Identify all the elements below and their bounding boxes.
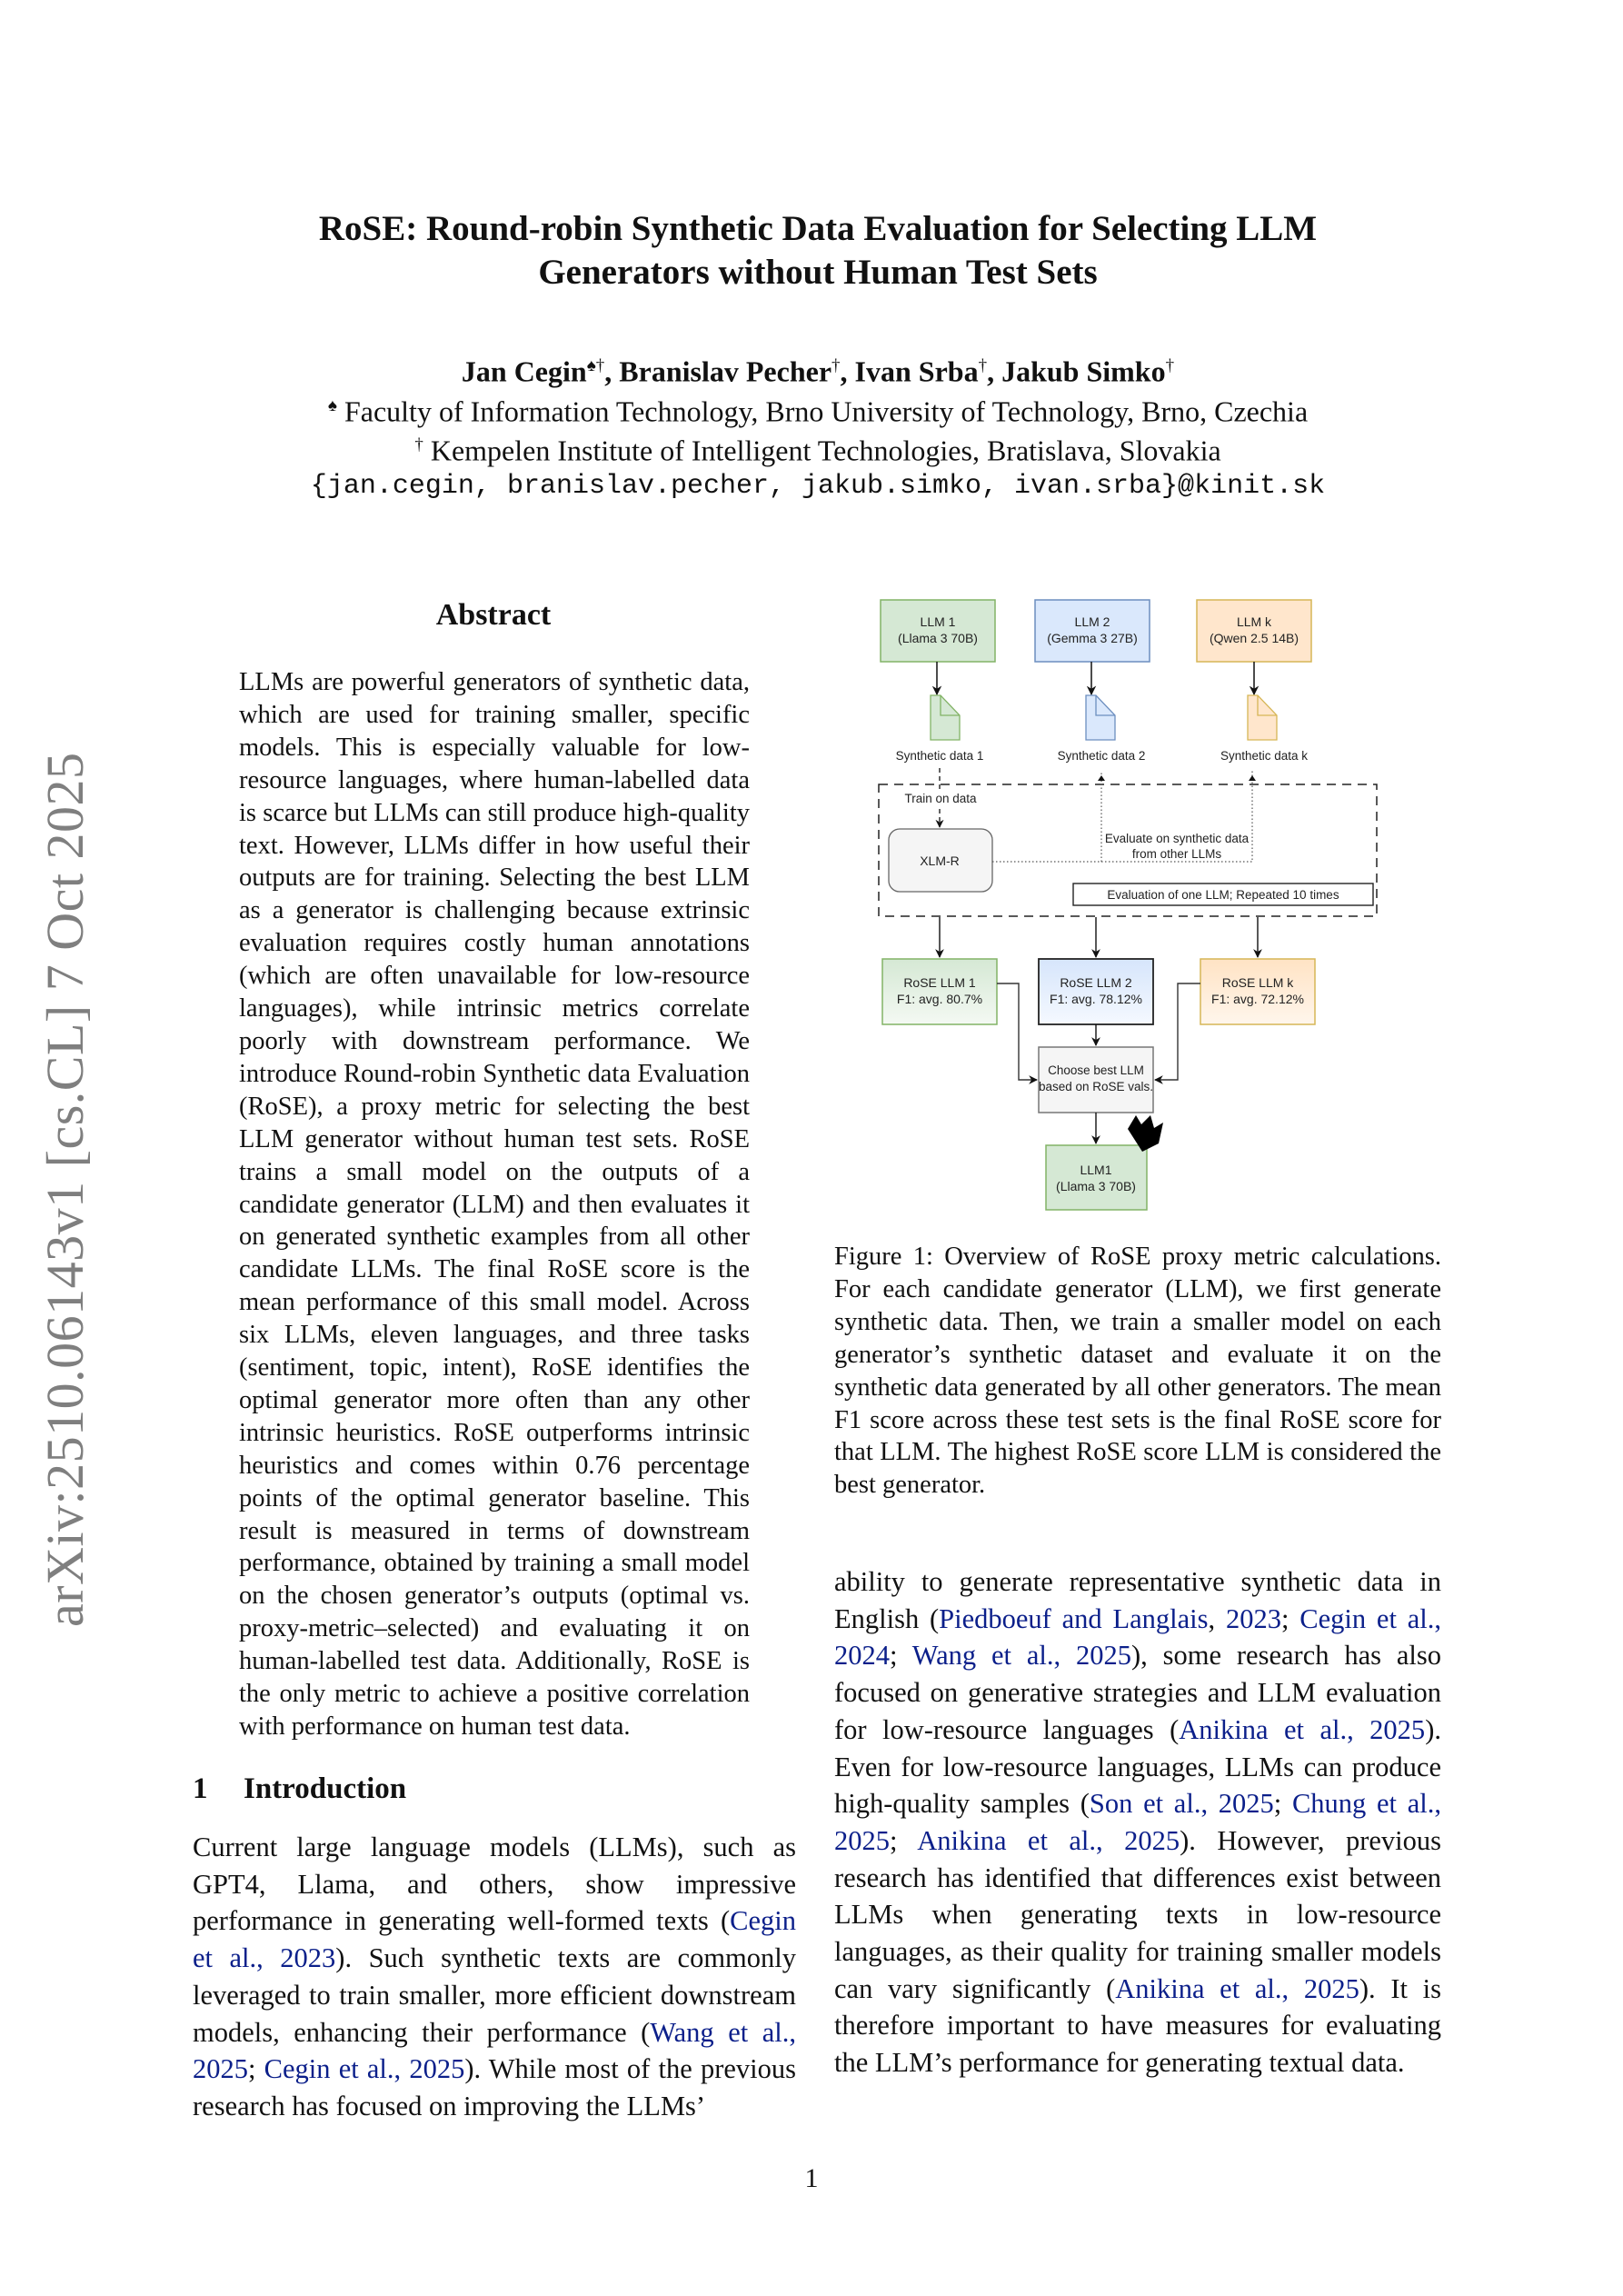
generator-node (881, 600, 995, 662)
selected-llm-name: LLM1 (1080, 1163, 1112, 1177)
affiliation-mark: † (414, 435, 423, 454)
author-list: Jan Cegin♠†, Branislav Pecher†, Ivan Srba†, Jakub Simko† (461, 354, 1175, 388)
synthetic-data-label: Synthetic data 2 (1057, 749, 1146, 763)
rose-result-score: F1: avg. 80.7% (896, 992, 983, 1006)
generator-node (1035, 600, 1150, 662)
paragraph-text: Current large language models (LLMs), such as GPT4, Llama, and others, show impressive performance in generating well-formed texts ( (193, 1832, 796, 1937)
document-icon (931, 695, 960, 740)
author-name: Branislav Pecher (619, 354, 832, 388)
selected-llm-model: (Llama 3 70B) (1056, 1179, 1136, 1193)
abstract-heading: Abstract (435, 598, 552, 632)
section-title: Introduction (244, 1772, 407, 1805)
paragraph-text: ). Even for low-resource languages, LLMs can produce high-quality samples ( (834, 1713, 1441, 1820)
author-name: Jan Cegin (461, 354, 587, 388)
citation-link[interactable]: Cegin et al., 2025 (264, 2053, 465, 2085)
paper-title-line-2: Generators without Human Test Sets (538, 253, 1098, 292)
rose-result-score: F1: avg. 72.12% (1211, 992, 1304, 1006)
paragraph-text: ). However, previous research has identified that differences exist between LLMs when generating texts in low-resource languages, as their quality for training smaller models can vary significantly ( (834, 1824, 1441, 2004)
generator-name: LLM k (1236, 614, 1272, 629)
paragraph-text: ), some research has also focused on generative strategies and LLM evaluation for low-resource languages ( (834, 1640, 1441, 1745)
citation-link[interactable]: Chung et al., 2025 (834, 1788, 1441, 1856)
rose-pipeline-diagram (863, 586, 1427, 1223)
citation-link[interactable]: Cegin et al., 2024 (834, 1602, 1442, 1672)
author-affiliation-mark: † (978, 356, 988, 375)
citation-link[interactable]: Wang et al., 2025 (911, 1640, 1132, 1672)
synthetic-data-label: Synthetic data 1 (895, 749, 984, 763)
generator-model: (Qwen 2.5 14B) (1209, 631, 1299, 645)
arrowhead (1098, 775, 1105, 781)
paragraph-text: , (1208, 1602, 1226, 1634)
rose-result-score: F1: avg. 78.12% (1050, 992, 1142, 1006)
affiliation-mark: ♠ (327, 396, 337, 415)
selected-llm-box (1046, 1145, 1147, 1210)
author-name: Jakub Simko (1001, 354, 1166, 388)
rose-result-label: RoSE LLM 1 (903, 975, 976, 990)
arxiv-identifier-stamp: arXiv:2510.06143v1 [cs.CL] 7 Oct 2025 (35, 752, 95, 1627)
section-number: 1 (193, 1772, 208, 1805)
paragraph-text: ; (1273, 1788, 1292, 1820)
arrowhead (1249, 775, 1256, 781)
citation-link[interactable]: 2023 (1225, 1602, 1281, 1634)
generator-node (1197, 600, 1311, 662)
paragraph-text: ; (890, 1824, 918, 1856)
generator-model: (Llama 3 70B) (898, 631, 978, 645)
model-label: XLM-R (920, 854, 960, 868)
citation-link[interactable]: Son et al., 2025 (1089, 1788, 1274, 1820)
affiliation-text: Faculty of Information Technology, Brno University of Technology, Brno, Czechia (344, 394, 1309, 428)
affiliation-line (227, 427, 1409, 469)
paragraph-text: ; (1280, 1602, 1300, 1634)
document-icon (1248, 695, 1277, 740)
synthetic-data-label: Synthetic data k (1220, 749, 1309, 763)
paragraph-text: ). Such synthetic texts are commonly leveraged to train smaller, more efficient downstream models, enhancing their performance ( (193, 1942, 796, 2048)
citation-link[interactable]: Anikina et al., 2025 (1115, 1972, 1359, 2004)
figure-1-diagram (863, 586, 1427, 1223)
train-on-data-label: Train on data (904, 792, 977, 805)
connector-arrow (1155, 983, 1200, 1080)
citation-link[interactable]: Anikina et al., 2025 (917, 1824, 1180, 1856)
citation-link[interactable]: Anikina et al., 2025 (1179, 1713, 1426, 1745)
author-affiliation-mark: † (1165, 356, 1175, 375)
figure-caption: Figure 1: Overview of RoSE proxy metric calculations. For each candidate generator (LLM), we first generate synthetic data. Then, we train a smaller model on each generator’s synthetic dataset and evaluate it on the synthetic data generated by all other generators. The mean F1 score across these test sets is the final RoSE score for that LLM. The highest RoSE score LLM is considered the best generator. (834, 1243, 1441, 1500)
generator-name: LLM 2 (1074, 614, 1110, 629)
citation-link[interactable]: Wang et al., 2025 (193, 2016, 796, 2085)
citation-link[interactable]: Cegin et al., 2023 (193, 1905, 796, 1974)
paper-title-line-1: RoSE: Round-robin Synthetic Data Evaluation for Selecting LLM (318, 209, 1318, 248)
evaluate-label: Evaluate on synthetic data (1104, 832, 1250, 845)
abstract-body: LLMs are powerful generators of synthetic data, which are used for training smaller, specific models. This is especially valuable for low-resource languages, where human-labelled data is scarce but LLMs can still produce high-quality text. However, LLMs differ in how useful their outputs are for training. Selecting the best LLM as a generator is challenging because extrinsic evaluation requires costly human annotations (which are often unavailable for low-resource languages), while intrinsic metrics correlate poorly with downstream performance. We introduce Round-robin Synthetic data Evaluation (RoSE), a proxy metric for selecting the best LLM generator without human test sets. RoSE trains a small model on the outputs of a candidate generator (LLM) and then evaluates it on generated synthetic examples from all other candidate LLMs. The final RoSE score is the mean performance of this small model. Across six LLMs, eleven languages, and three tasks (sentiment, topic, intent), RoSE identifies the optimal generator more often than any other intrinsic heuristics. RoSE outperforms intrinsic heuristics and comes within 0.76 percentage points of the optimal generator baseline. This result is measured in terms of downstream performance, obtained by training a small model on the chosen generator’s outputs (optimal vs. proxy-metric–selected) and evaluating it on human-labelled test data. Additionally, RoSE is the only metric to achieve a positive correlation with performance on human test data. (239, 668, 750, 1741)
author-name: Ivan Srba (854, 354, 979, 388)
introduction-paragraph (193, 1829, 796, 2125)
author-affiliation-mark: † (831, 356, 841, 375)
affiliation-line (227, 388, 1409, 430)
paragraph-text: ability to generate representative synthetic data in English ( (834, 1566, 1441, 1634)
page-number: 1 (804, 2163, 819, 2193)
rose-result-label: RoSE LLM k (1221, 975, 1294, 990)
loop-label: Evaluation of one LLM; Repeated 10 times (1107, 888, 1339, 902)
affiliation-text: Kempelen Institute of Intelligent Technologies, Bratislava, Slovakia (430, 434, 1221, 467)
author-emails: {jan.cegin, branislav.pecher, jakub.simko, ivan.srba}@kinit.sk (310, 471, 1326, 502)
rose-result-label: RoSE LLM 2 (1060, 975, 1132, 990)
generator-name: LLM 1 (920, 614, 956, 629)
connector-arrow (997, 983, 1037, 1080)
paragraph-text: ; (890, 1640, 912, 1672)
choose-label: based on RoSE vals. (1038, 1080, 1154, 1093)
introduction-paragraph-continued (834, 1563, 1441, 2081)
section-heading-introduction (193, 1772, 406, 1806)
paragraph-text: ; (248, 2053, 264, 2085)
evaluate-label: from other LLMs (1131, 847, 1222, 861)
citation-link[interactable]: Piedboeuf and Langlais (939, 1602, 1209, 1634)
paper-title (227, 207, 1409, 294)
paragraph-text: ). While most of the previous research has focused on improving the LLMs’ (193, 2053, 796, 2121)
author-affiliation-mark: ♠† (586, 356, 605, 375)
choose-label: Choose best LLM (1048, 1063, 1144, 1077)
generator-model: (Gemma 3 27B) (1047, 631, 1138, 645)
document-icon (1086, 695, 1115, 740)
paragraph-text: ). It is therefore important to have measures for evaluating the LLM’s performance for generating textual data. (834, 1972, 1441, 2079)
